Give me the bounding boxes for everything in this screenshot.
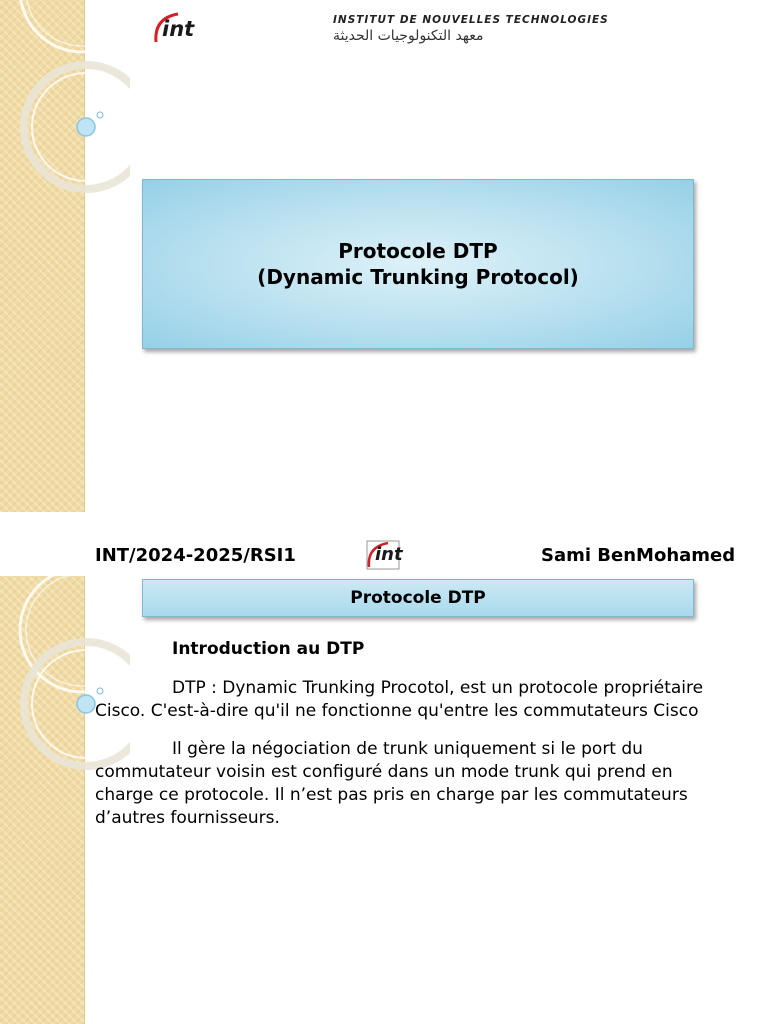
svg-text:int: int	[375, 544, 403, 565]
int-logo-icon	[364, 537, 420, 573]
slide-title-line2: (Dynamic Trunking Protocol)	[257, 265, 579, 289]
institute-logo	[150, 8, 210, 54]
slide-title-line1: Protocole DTP	[338, 239, 498, 263]
content-slide	[0, 576, 768, 1024]
footer-logo	[364, 537, 420, 577]
slide-footer	[0, 545, 768, 573]
paragraph-2: Il gère la négociation de trunk uniquement si le port du commutateur voisin est configuré dans un mode trunk qui prend en charge ce protocole. Il n’est pas pris en charge par les commutateurs d’autres fournisseurs.	[95, 739, 688, 828]
institute-header	[333, 14, 645, 44]
section-heading: Introduction au DTP	[172, 639, 365, 659]
author-name: Sami BenMohamed	[541, 545, 736, 566]
institute-name-ar: معهد التكنولوجيات الحديثة	[333, 28, 484, 44]
institute-name-fr: INSTITUT DE NOUVELLES TECHNOLOGIES	[333, 14, 609, 26]
int-logo-icon	[150, 8, 210, 50]
slide-body	[95, 638, 735, 845]
paragraph-1: DTP : Dynamic Trunking Procotol, est un protocole propriétaire Cisco. C'est-à-dire qu'il ne fonctionne qu'entre les commutateurs Cisco	[95, 678, 704, 721]
title-box	[142, 179, 694, 349]
course-code: INT/2024-2025/RSI1	[95, 545, 296, 566]
decorative-circles-icon	[0, 0, 130, 512]
section-title-bar: Protocole DTP	[142, 579, 694, 617]
svg-text:int: int	[162, 17, 195, 41]
